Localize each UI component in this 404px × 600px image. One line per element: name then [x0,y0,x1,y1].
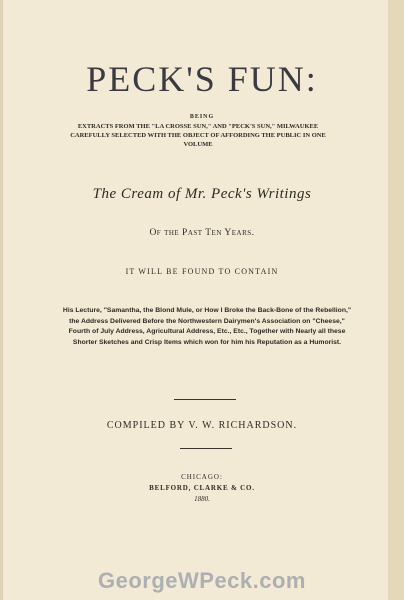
contents-description: His Lecture, "Samantha, the Blond Mule, or How I Broke the Back-Bone of the Rebellion," the Address Delivered Before the Northwestern Dairymen's Association on "Cheese," Fourth of July Address, Agricultural Address, Etc., Etc., Together with Nearly all these Shorter Sketches and Crisp Items which won for him his Reputation as a Humorist. [62,307,352,346]
imprint-year: 1880. [194,495,210,503]
divider-rule-top [174,399,236,400]
compiler-credit: COMPILED BY V. W. RICHARDSON. [106,420,298,431]
divider-rule-bottom [180,448,232,449]
imprint-city: CHICAGO: [181,473,223,481]
past-years-line: Of the Past Ten Years. [149,228,255,238]
being-label: BEING [189,114,215,120]
contents-heading: IT WILL BE FOUND TO CONTAIN [125,267,279,276]
book-title: PECK'S FUN: [86,59,318,99]
cream-subtitle: The Cream of Mr. Peck's Writings [92,186,312,202]
imprint-publisher: BELFORD, CLARKE & CO. [149,484,255,492]
extracts-description: EXTRACTS FROM THE "LA CROSSE SUN," AND "PECK'S SUN," MILWAUKEE CAREFULLY SELECTED WITH THE OBJECT OF AFFORDING THE PUBLIC IN ONE VOLUME [70,123,326,148]
site-watermark: GeorgeWPeck.com [97,568,306,593]
